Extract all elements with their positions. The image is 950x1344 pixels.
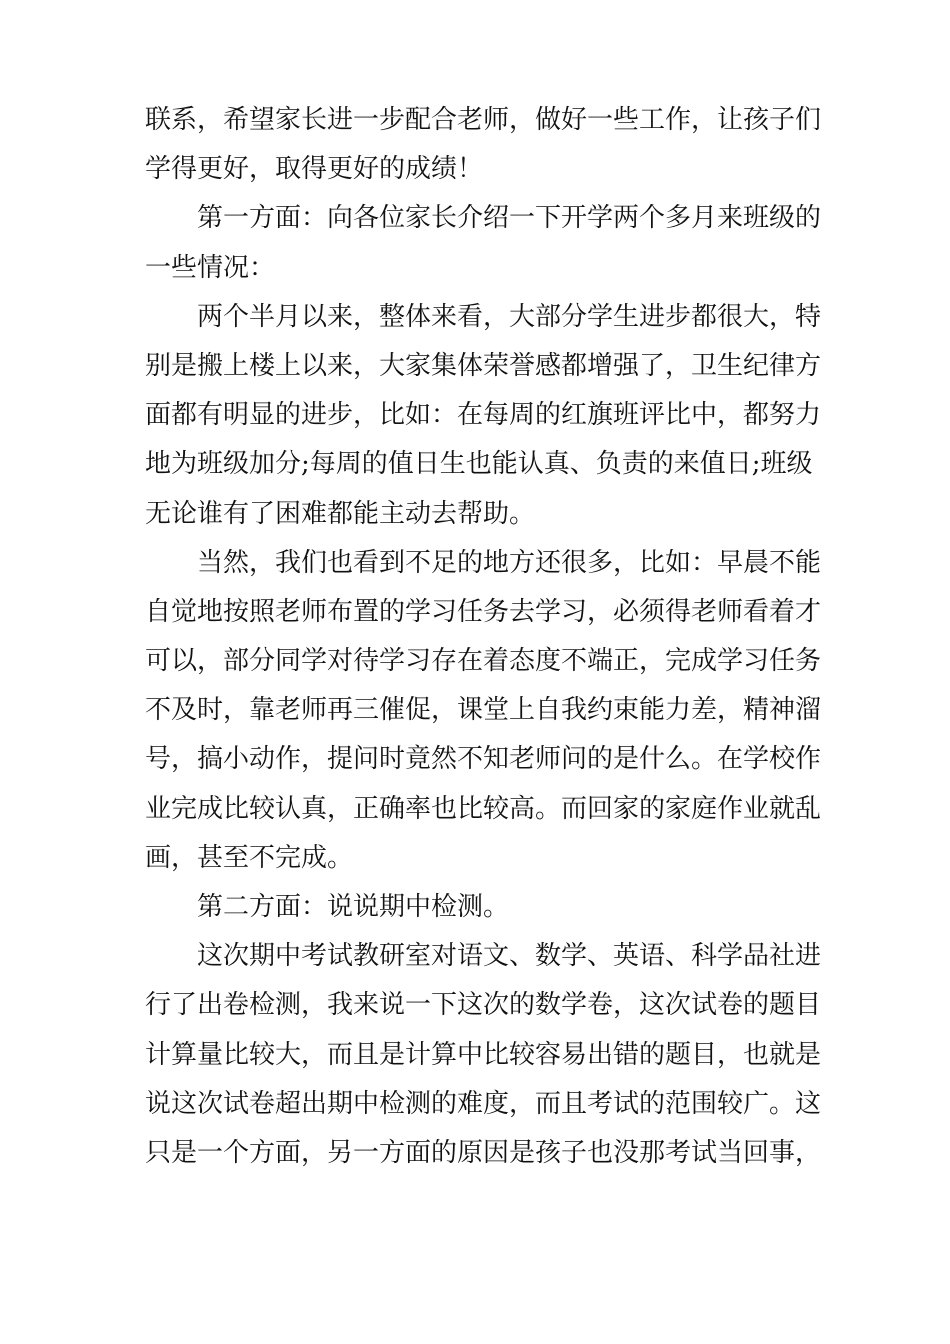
text-line: 号，搞小动作，提问时竟然不知老师问的是什么。在学校作: [145, 744, 822, 775]
body-text: [145, 96, 822, 1178]
text-line: 计算量比较大，而且是计算中比较容易出错的题目，也就是: [145, 1039, 822, 1070]
text-line: 第二方面：说说期中检测。: [197, 892, 510, 922]
text-line: 面都有明显的进步，比如：在每周的红旗班评比中，都努力: [145, 400, 822, 431]
text-line: 画，甚至不完成。: [145, 842, 354, 873]
text-line: 学得更好，取得更好的成绩！: [145, 154, 484, 185]
text-line: 不及时，靠老师再三催促，课堂上自我约束能力差，精神溜: [145, 695, 822, 726]
text-line: 这次期中考试教研室对语文、数学、英语、科学品社进: [197, 941, 822, 972]
text-line: 无论谁有了困难都能主动去帮助。: [145, 498, 536, 529]
text-line: 别是搬上楼上以来，大家集体荣誉感都增强了，卫生纪律方: [145, 350, 822, 381]
text-line: 第一方面：向各位家长介绍一下开学两个多月来班级的: [197, 203, 822, 234]
text-line: 联系，希望家长进一步配合老师，做好一些工作，让孩子们: [145, 105, 822, 135]
text-line: 行了出卷检测，我来说一下这次的数学卷，这次试卷的题目: [145, 990, 822, 1021]
text-line: 当然，我们也看到不足的地方还很多，比如：早晨不能: [197, 547, 822, 578]
text-line: 地为班级加分;每周的值日生也能认真、负责的来值日;班级: [145, 449, 813, 480]
text-line: 自觉地按照老师布置的学习任务去学习，必须得老师看着才: [145, 596, 822, 627]
text-line: 一些情况：: [145, 252, 276, 283]
text-line: 说这次试卷超出期中检测的难度，而且考试的范围较广。这: [145, 1088, 822, 1119]
text-line: 只是一个方面，另一方面的原因是孩子也没那考试当回事，: [145, 1137, 822, 1168]
text-line: 可以，部分同学对待学习存在着态度不端正，完成学习任务: [145, 646, 822, 677]
text-line: 业完成比较认真，正确率也比较高。而回家的家庭作业就乱: [145, 793, 822, 824]
text-line: 两个半月以来，整体来看，大部分学生进步都很大，特: [197, 301, 822, 332]
